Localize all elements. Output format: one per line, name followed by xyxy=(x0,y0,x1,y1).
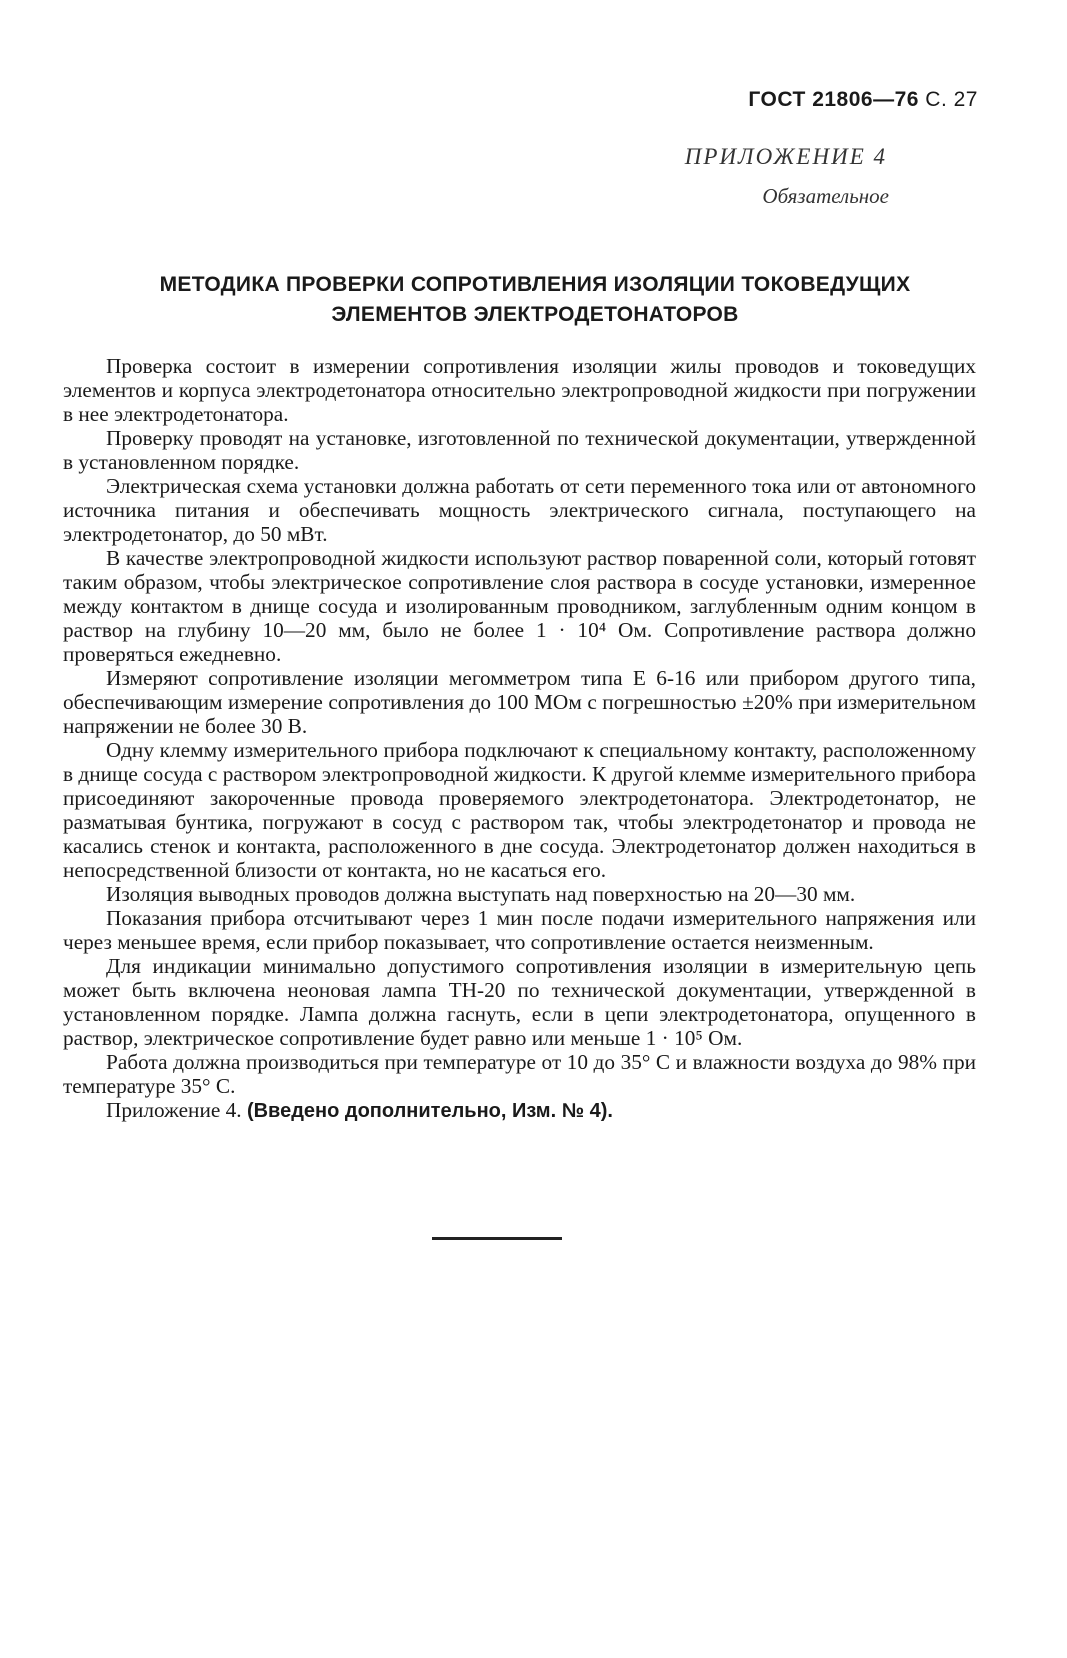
paragraph-5: Измеряют сопротивление изоляции мегомметром типа Е 6-16 или прибором другого типа, обеспечивающим измерение сопротивления до 100 МОм с погрешностью ±20% при измерительном напряжении не более 30 В. xyxy=(63,666,976,738)
title-line-1: МЕТОДИКА ПРОВЕРКИ СОПРОТИВЛЕНИЯ ИЗОЛЯЦИИ ТОКОВЕДУЩИХ xyxy=(159,273,911,296)
paragraph-2: Проверку проводят на установке, изготовленной по технической документации, утвержденной в установленном порядке. xyxy=(63,426,976,474)
paragraph-1: Проверка состоит в измерении сопротивления изоляции жилы проводов и токоведущих элементов и корпуса электродетонатора относительно электропроводной жидкости при погружении в нее электродетонатора. xyxy=(63,354,976,426)
paragraph-6: Одну клемму измерительного прибора подключают к специальному контакту, расположенному в днище сосуда с раствором электропроводной жидкости. К другой клемме измерительного прибора присоединяют закороченные провода проверяемого электродетонатора. Электродетонатор, не разматывая бунтика, погружают в сосуд с раствором так, чтобы электродетонатор и провода не касались стенок и контакта, расположенного в дне сосуда. Электродетонатор должен находиться в непосредственной близости от контакта, но не касаться его. xyxy=(63,738,976,882)
paragraph-4: В качестве электропроводной жидкости используют раствор поваренной соли, который готовят таким образом, чтобы электрическое сопротивление слоя раствора в сосуде установки, измеренное между контактом в днище сосуда и изолированным проводником, заглубленным одним концом в раствор на глубину 10—20 мм, было не более 1 · 10⁴ Ом. Сопротивление раствора должно проверяться ежедневно. xyxy=(63,546,976,666)
title-line-2: ЭЛЕМЕНТОВ ЭЛЕКТРОДЕТОНАТОРОВ xyxy=(331,303,739,326)
paragraph-11 xyxy=(63,1098,976,1123)
page-header xyxy=(748,88,978,112)
paragraph-9: Для индикации минимально допустимого сопротивления изоляции в измерительную цепь может быть включена неоновая лампа ТН-20 по технической документации, утвержденной в установленном порядке. Лампа должна гаснуть, если в цепи электродетонатора, опущенного в раствор, электрическое сопротивление будет равно или меньше 1 · 10⁵ Ом. xyxy=(63,954,976,1050)
appendix-label: ПРИЛОЖЕНИЕ 4 xyxy=(684,144,887,169)
appendix-status: Обязательное xyxy=(762,184,889,208)
document-title xyxy=(100,270,970,330)
amendment-note: (Введено дополнительно, Изм. № 4). xyxy=(246,1100,613,1122)
standard-number: ГОСТ 21806—76 xyxy=(748,88,919,111)
paragraph-8: Показания прибора отсчитывают через 1 мин после подачи измерительного напряжения или через меньшее время, если прибор показывает, что сопротивление остается неизменным. xyxy=(63,906,976,954)
paragraph-7: Изоляция выводных проводов должна выступать над поверхностью на 20—30 мм. xyxy=(106,882,856,906)
paragraph-3: Электрическая схема установки должна работать от сети переменного тока или от автономного источника питания и обеспечивать мощность электрического сигнала, поступающего на электродетонатор, до 50 мВт. xyxy=(63,474,976,546)
end-rule xyxy=(432,1237,562,1240)
paragraph-10: Работа должна производиться при температуре от 10 до 35° С и влажности воздуха до 98% при температуре 35° С. xyxy=(63,1050,976,1098)
page-number: С. 27 xyxy=(925,88,978,111)
body-text xyxy=(63,354,976,1123)
amendment-lead: Приложение 4. xyxy=(106,1098,247,1122)
